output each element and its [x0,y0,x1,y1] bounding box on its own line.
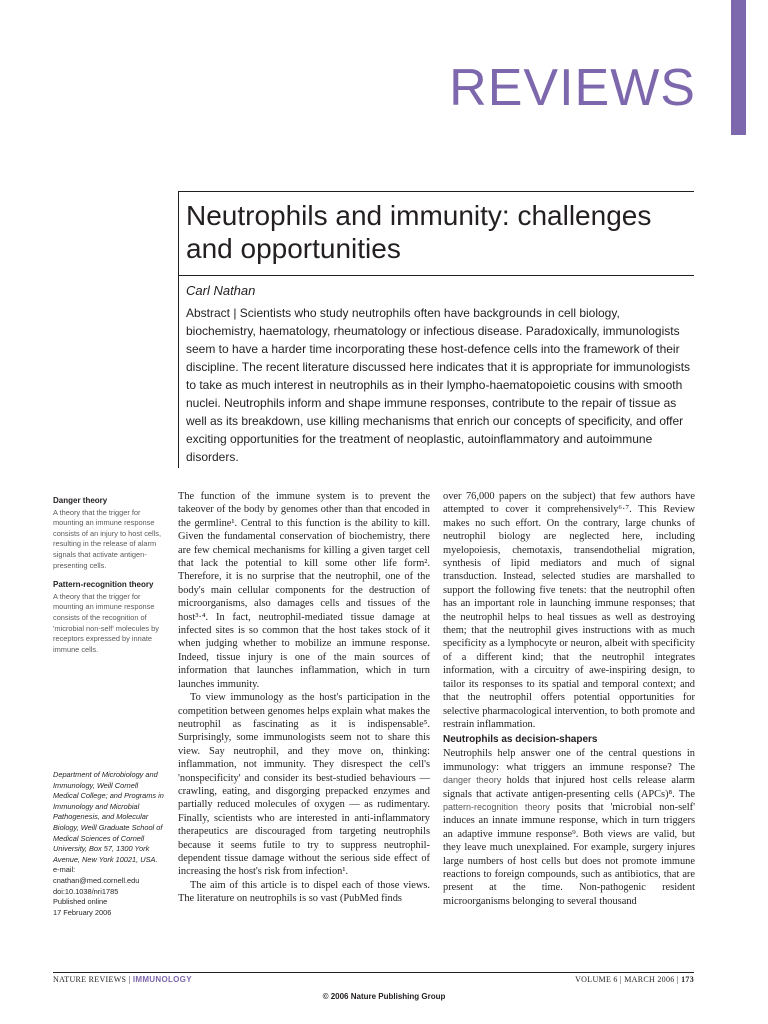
author-name: Carl Nathan [186,283,256,298]
published-label: Published online [53,897,108,907]
body-column-left [178,490,430,906]
journal-title: NATURE REVIEWS [53,975,127,984]
page-number: 173 [681,975,694,984]
author-affiliation [53,770,165,918]
abstract: Abstract | Scientists who study neutrophils often have backgrounds in cell biology, biochemistry, haematology, rheumatology or infectious disease. Paradoxically, immunologists seem to have a harder time incorporating these host-defence cells into the framework of their discipline. The recent literature discussed here indicates that it is appropriate for immunologists to take as much interest in neutrophils as in their lympho-haematopoietic cousins with smooth nuclei. Neutrophils inform and shape immune responses, contribute to the repair of tissue as well as its breakdown, use killing mechanisms that enrich our concepts of specificity, and offer exciting opportunities for the treatment of neoplastic, autoinflammatory and autoimmune disorders. [186,306,691,464]
body-column-right [443,490,695,908]
doi: doi:10.1038/nri1785 [53,886,119,896]
glossary-term: Pattern-recognition theory [53,580,154,590]
email-link[interactable]: cnathan@med.cornell.edu [53,875,140,885]
journal-name [53,975,192,984]
paragraph: To view immunology as the host's participation in the competition between genomes helps explain what makes the neutrophil as fascinating as it is indispensable⁵. Surprisingly, some immunologists seem not to share this view. Say neutrophil, and they move on, thinking: inflammation, not immunity. They disrespect the cell's 'nonspecificity' and consider its best-studied behaviours — crawling, eating, and disgorging prepacked enzymes and partially reduced molecules of oxygen — as rudimentary. Finally, scientists who are interested in anti-inflammatory therapeutics are discouraged from targeting neutrophils because it seems futile to try to suppress neutrophil-dependent tissue damage without the serious side effect of increasing the host's risk from infection¹. [178,692,430,878]
section-color-tab [731,0,746,135]
title-divider [178,275,694,276]
issue-info [575,975,694,984]
published-date: 17 February 2006 [53,907,112,917]
journal-separator: | [128,975,131,984]
abstract-border [178,276,179,468]
copyright: © 2006 Nature Publishing Group [322,992,446,1001]
paragraph: The aim of this article is to dispel each of those views. The literature on neutrophils is so vast (PubMed finds [178,879,430,905]
text-run: Neutrophils help answer one of the central questions in immunology: what triggers an immune response? The [443,748,695,773]
text-run: posits that 'microbial non-self' induces an innate immune response, which in turn triggers an adaptive immune response⁹. Both views are valid, but they leave much unexplained. For example, surgery injures large numbers of host cells but does not promote immune reactions to foreign compounds, such as antibiotics, that are present at the time. Non-pathogenic resident microorganisms belonging to several thousand [443,801,695,907]
glossary-definition: A theory that the trigger for mounting an immune response consists of an injury to host cells, resulting in the release of alarm signals that activate antigen-presenting cells. [53,507,162,570]
paragraph: over 76,000 papers on the subject) that few authors have attempted to cover it comprehensively⁶·⁷. This Review makes no such effort. On the contrary, large chunks of neutrophil biology are neglected here, including myelopoiesis, chemotaxis, transendothelial migration, synthesis of lipid mediators and much of signal transduction. Instead, selected studies are marshalled to support the following five tenets: that the neutrophil often has an important role in launching immune responses; that the neutrophil helps to heal tissues as well as destroying them; that the neutrophil gives instructions with as much specificity as a lymphocyte or neuron, albeit with specificity of a different kind; that the neutrophil integrates information, with a circuitry of awe-inspiring design, to tailor its responses to its spatial and temporal context; and that the neutrophil offers potential opportunities for selective pharmacological intervention, to both promote and restrain inflammation. [443,491,695,730]
glossary-term-link[interactable]: pattern-recognition theory [443,801,550,812]
journal-subtitle: IMMUNOLOGY [132,975,192,984]
glossary-term-link[interactable]: danger theory [443,775,502,786]
glossary-sidebar [53,496,165,664]
paragraph: The function of the immune system is to prevent the takeover of the body by genomes other than that encoded in the germline¹. Central to this function is the ability to kill. Given the fundamental conservation of biochemistry, there are few chemical mechanisms for killing a given target cell that lack the potential to kill some other life form². Therefore, it is no surprise that the neutrophil, one of the body's main cellular components for the destruction of microorganisms, also damages cells and tissues of the host³·⁴. In fact, neutrophil-mediated tissue damage at infected sites is so common that the host takes stock of it when judging whether to mobilize an immune response. Indeed, tissue injury is one of the main sources of information that launches inflammation, which in turn launches immunity. [178,491,430,690]
volume-date: VOLUME 6 | MARCH 2006 | [575,975,679,984]
glossary-definition: A theory that the trigger for mounting an immune response consists of the recognition of 'microbial non-self' molecules by receptors expressed by innate immune cells. [53,591,159,654]
glossary-term: Danger theory [53,496,108,505]
paragraph [443,747,695,908]
section-label: REVIEWS [449,59,696,117]
article-title: Neutrophils and immunity: challenges and opportunities [186,200,652,264]
footer-divider [53,972,694,973]
email-label: e-mail: [53,865,76,875]
text-run: holds that injured host cells release alarm signals that activate antigen-presenting cells (APCs)⁸. The [443,775,695,800]
section-heading: Neutrophils as decision-shapers [443,734,598,746]
institution: Department of Microbiology and Immunology, Weill Cornell Medical College; and Programs in Immunology and Microbial Pathogenesis, and Molecular Biology, Weill Graduate School of Medical Sciences of Cornell University, Box 57, 1300 York Avenue, New York 10021, USA. [53,770,164,864]
